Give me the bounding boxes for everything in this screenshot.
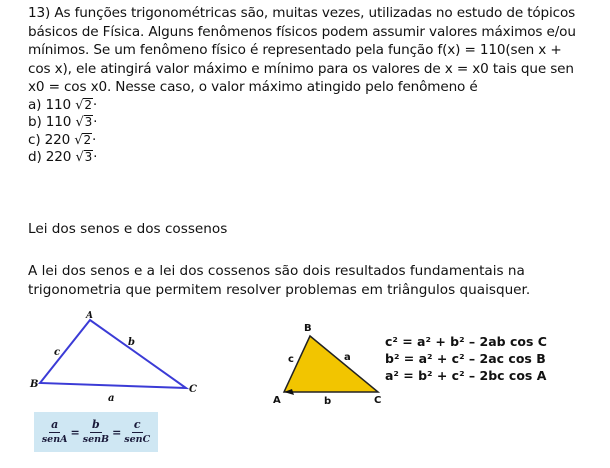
option-c-radicand: 2	[83, 132, 91, 147]
side-a-label: a	[108, 393, 115, 403]
option-a-suffix: ·	[92, 96, 97, 113]
denominator-a: senA	[41, 434, 68, 445]
option-a-radicand: 2	[84, 97, 92, 112]
side-a-label: a	[344, 352, 351, 363]
sqrt-symbol: √2	[75, 97, 92, 113]
question-block	[28, 4, 588, 167]
side-c-label: c	[288, 354, 294, 365]
option-b-radicand: 3	[84, 115, 93, 129]
sqrt-symbol: √3	[75, 150, 93, 165]
triangle-left-shape	[40, 320, 186, 388]
option-c	[28, 132, 588, 150]
option-b-label: b) 110	[28, 114, 72, 130]
cosine-law-line-1: c² = a² + b² – 2ab cos C	[385, 334, 547, 349]
denominator-c: senC	[124, 434, 151, 445]
sqrt-symbol: √3	[75, 115, 93, 130]
vertex-a-label: A	[273, 395, 281, 406]
cosine-law-line-3: a² = b² + c² – 2bc cos A	[385, 368, 547, 383]
numerator-c: c	[133, 418, 141, 431]
option-d	[28, 149, 588, 167]
sqrt-symbol: √2	[74, 132, 91, 148]
triangle-diagram-right	[268, 318, 383, 408]
triangle-diagram-left	[28, 308, 203, 403]
numerator-a: a	[51, 418, 59, 431]
vertex-b-label: B	[304, 323, 312, 334]
vertex-a-label: A	[86, 311, 93, 321]
vertex-b-label: B	[30, 379, 39, 390]
question-paragraph: 13) As funções trigonométricas são, muitas vezes, utilizadas no estudo de tópicos básicos de Física. Alguns fenômenos físicos podem assumir valores máximos e/ou mínimos. Se um fenômeno físico é representado pela função f(x) = 110(sen x + cos x), ele atingirá valor máximo e mínimo para os valores de x = x0 tais que sen x0 = cos x0. Nesse caso, o valor máximo atingido pelo fenômeno é	[28, 5, 576, 95]
cosine-law-line-2: b² = a² + c² – 2ac cos B	[385, 351, 546, 366]
denominator-b: senB	[82, 434, 110, 445]
vertex-c-label: C	[374, 395, 382, 406]
sine-law-formula	[34, 412, 158, 452]
option-d-label: d) 220	[28, 149, 72, 165]
option-c-suffix: ·	[91, 131, 97, 148]
section-title: Lei dos senos e dos cossenos	[28, 221, 228, 237]
numerator-b: b	[92, 418, 100, 431]
fraction-c	[124, 418, 150, 446]
fraction-a	[42, 418, 68, 446]
option-a	[28, 97, 588, 115]
side-c-label: c	[54, 347, 61, 358]
option-b	[28, 114, 588, 132]
option-c-label: c) 220	[28, 131, 71, 148]
side-b-label: b	[128, 337, 135, 348]
option-a-label: a) 110	[28, 96, 72, 113]
vertex-c-label: C	[189, 384, 197, 395]
option-d-suffix: ·	[93, 149, 98, 165]
equals-sign: =	[70, 425, 80, 439]
option-d-radicand: 3	[84, 150, 93, 164]
fraction-b	[83, 418, 109, 446]
triangle-right-shape	[284, 336, 378, 392]
section-text: A lei dos senos e a lei dos cossenos são dois resultados fundamentais na trigonometria que permitem resolver problemas em triângulos quaisquer.	[28, 263, 531, 298]
option-b-suffix: ·	[93, 114, 98, 130]
equals-sign: =	[112, 425, 122, 439]
side-b-label: b	[324, 396, 332, 407]
